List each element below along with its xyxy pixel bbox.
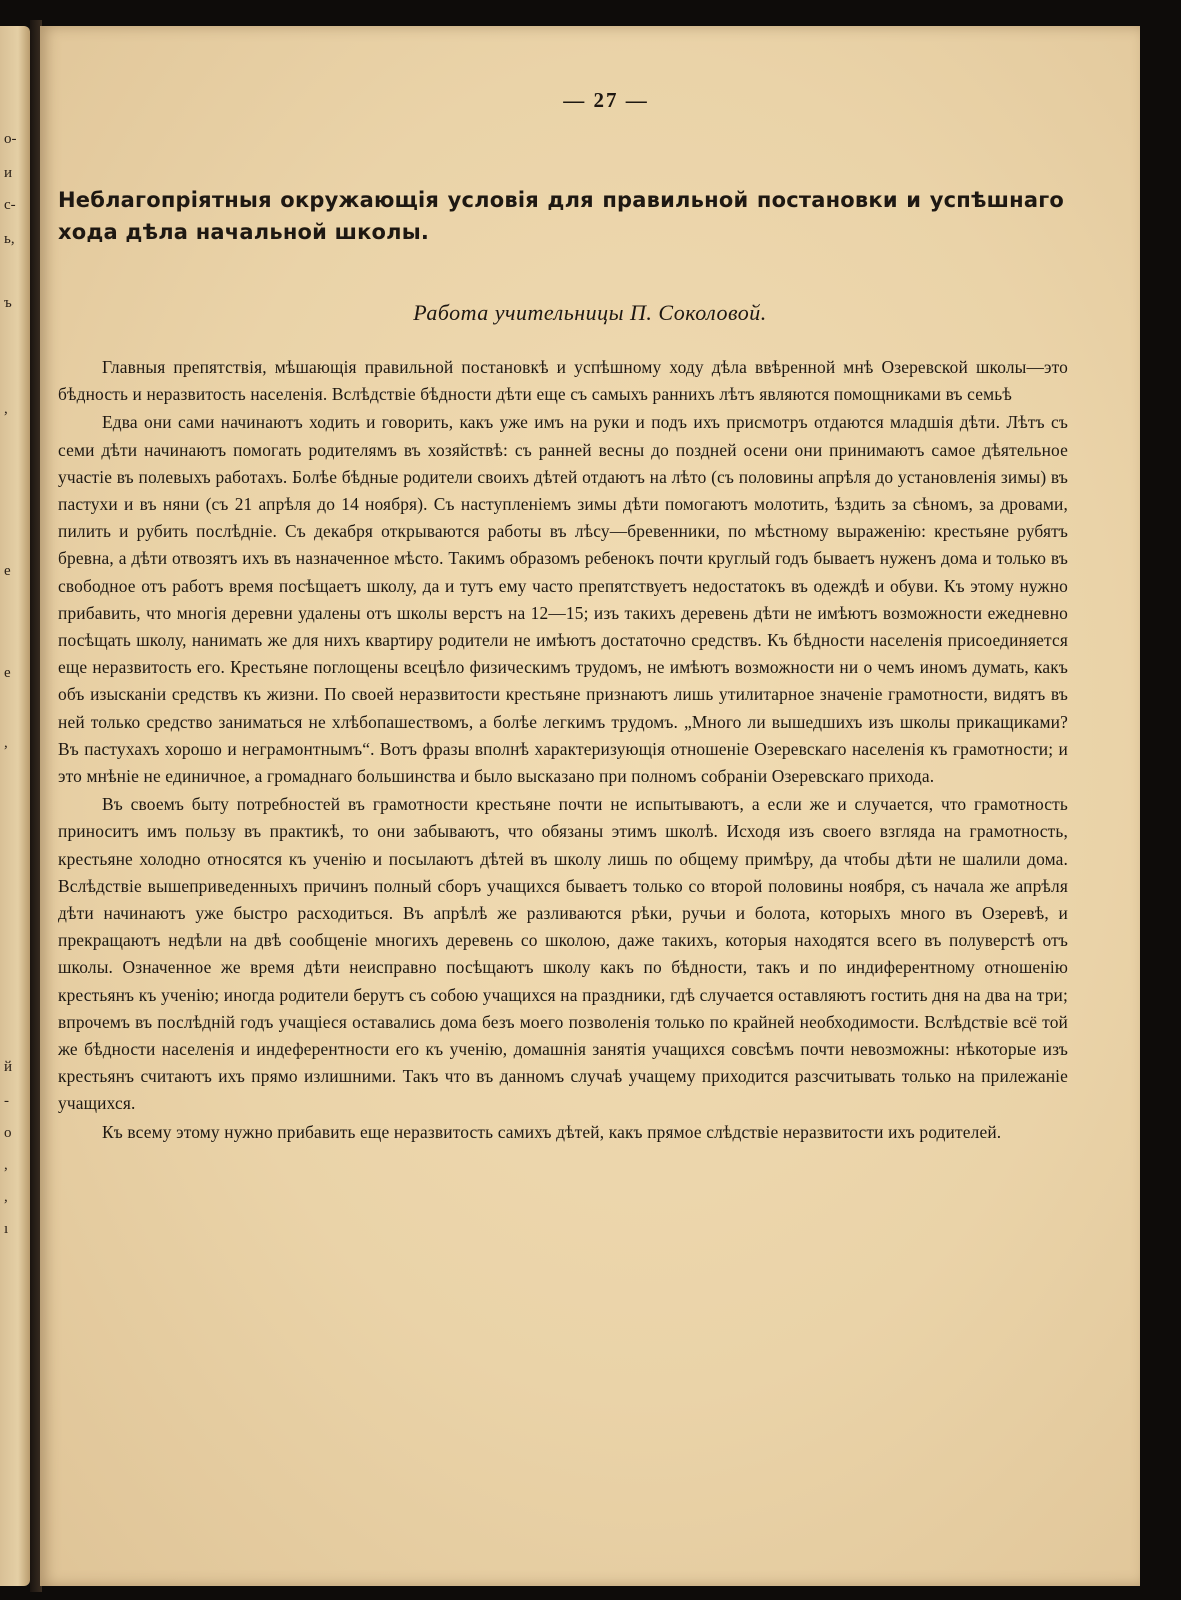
paragraph: Главныя препятствія, мѣшающія правильной постановкѣ и успѣшному ходу дѣла ввѣренной мнѣ Озеревской школы—это бѣдность и неразвитость населенія. Вслѣдствіе бѣдности дѣти еще съ самыхъ раннихъ лѣтъ являются помощниками въ семьѣ	[58, 357, 1068, 405]
paragraph: Къ всему этому нужно прибавить еще неразвитость самихъ дѣтей, какъ прямое слѣдствіе неразвитости ихъ родителей.	[102, 1121, 1002, 1142]
prev-page-fragment: ,	[4, 1157, 8, 1173]
page-number: — 27 —	[563, 88, 649, 112]
prev-page-fragment: ,	[4, 401, 8, 417]
document-page	[40, 26, 1140, 1586]
previous-page-edge	[0, 26, 30, 1586]
prev-page-fragment: е	[4, 665, 11, 681]
prev-page-fragment: е	[4, 563, 11, 579]
author-byline: Работа учительницы П. Соколовой.	[413, 300, 767, 325]
body-text	[58, 354, 1068, 1146]
prev-page-fragment: ı	[4, 1221, 9, 1237]
paragraph: Въ своемъ быту потребностей въ грамотности крестьяне почти не испытываютъ, а если же и случается, что грамотность приноситъ имъ пользу въ практикѣ, то они забываютъ, что обязаны этимъ школѣ. Исходя изъ своего взгляда на грамотность, крестьяне холодно относятся къ ученію и посылаютъ дѣтей въ школу лишь по общему примѣру, да чтобы дѣти не шалили дома. Вслѣдствіе вышеприведенныхъ причинъ полный сборъ учащихся бываетъ только со второй половины ноября, съ начала же апрѣля дѣти начинаютъ уже быстро расходиться. Въ апрѣлѣ же разливаются рѣки, ручьи и болота, которыхъ много въ Озеревѣ, и прекращаютъ недѣли на двѣ сообщеніе многихъ деревень со школою, даже такихъ, которыя находятся всего въ полуверстѣ отъ школы. Означенное же время дѣти неисправно посѣщаютъ школу какъ по бѣдности, такъ и по индиферентному отношенію крестьянъ къ ученію; иногда родители берутъ съ собою учащихся на праздники, гдѣ случается оставляютъ гостить дня на два на три; впрочемъ въ послѣдній годъ учащіеся оставались дома безъ моего позволенія только по крайней необходимости. Вслѣдствіе всё той же бѣдности населенія и индеферентности его къ ученію, домашнія занятія учащихся совсѣмъ почти невозможны: нѣкоторые изъ крестьянъ считаютъ ихъ прямо излишними. Такъ что въ данномъ случаѣ учащему приходится разсчитывать только на прилежаніе учащихся.	[58, 794, 1068, 1114]
paragraph: Едва они сами начинаютъ ходить и говорить, какъ уже имъ на руки и подъ ихъ присмотръ отдаются младшія дѣти. Лѣтъ съ семи дѣти начинаютъ помогать родителямъ въ хозяйствѣ: съ ранней весны до поздней осени они принимаютъ самое дѣятельное участіе въ полевыхъ работахъ. Болѣе бѣдные родители своихъ дѣтей отдаютъ на лѣто (съ половины апрѣля до установленія зимы) въ пастухи и въ няни (съ 21 апрѣля до 14 ноября). Съ наступленіемъ зимы дѣти помогаютъ молотить, ѣздить за сѣномъ, за дровами, пилить и рубить послѣдніе. Съ декабря открываются работы въ лѣсу—бревенники, по мѣстному выраженію: крестьяне рубятъ бревна, а дѣти отвозятъ ихъ въ назначенное мѣсто. Такимъ образомъ ребенокъ почти круглый годъ бываетъ нуженъ дома и только въ свободное отъ работъ время посѣщаетъ школу, да и тутъ ему часто препятствуетъ недостатокъ въ одеждѣ и обуви. Къ этому нужно прибавить, что многія деревни удалены отъ школы верстъ на 12—15; изъ такихъ деревень дѣти не имѣютъ возможности ежедневно посѣщать школу, нанимать же для нихъ квартиру родители не имѣютъ достаточно средствъ. Къ бѣдности населенія присоединяется еще неразвитость его. Крестьяне поглощены всецѣло физическимъ трудомъ, не имѣютъ возможности ни о чемъ иномъ думать, какъ объ изысканіи средствъ къ жизни. По своей неразвитости крестьяне признаютъ лишь утилитарное значеніе грамотности, видятъ въ ней только средство заниматься не хлѣбопашествомъ, а болѣе легкимъ трудомъ. „Много ли вышедшихъ изъ школы прикащиками? Въ пастухахъ хорошо и неграмонтнымъ“. Вотъ фразы вполнѣ характеризующія отношеніе Озеревскаго населенія къ грамотности; и это мнѣніе не единичное, а громаднаго большинства и было высказано при полномъ собраніи Озеревскаго прихода.	[58, 412, 1068, 787]
prev-page-fragment: и	[4, 165, 13, 181]
prev-page-fragment: ,	[4, 735, 8, 751]
prev-page-fragment: ъ	[4, 295, 12, 311]
prev-page-fragment: ,	[4, 1189, 8, 1205]
section-heading: Неблагопріятныя окружающія условія для правильной постановки и успѣшнаго хода дѣла начальной школы.	[58, 188, 1064, 244]
prev-page-fragment: о-	[4, 131, 17, 147]
prev-page-fragment: ь,	[4, 231, 15, 247]
prev-page-fragment: с-	[4, 197, 16, 213]
prev-page-fragment: -	[4, 1093, 9, 1109]
prev-page-fragment: й	[4, 1059, 13, 1075]
prev-page-fragment: о	[4, 1125, 12, 1141]
